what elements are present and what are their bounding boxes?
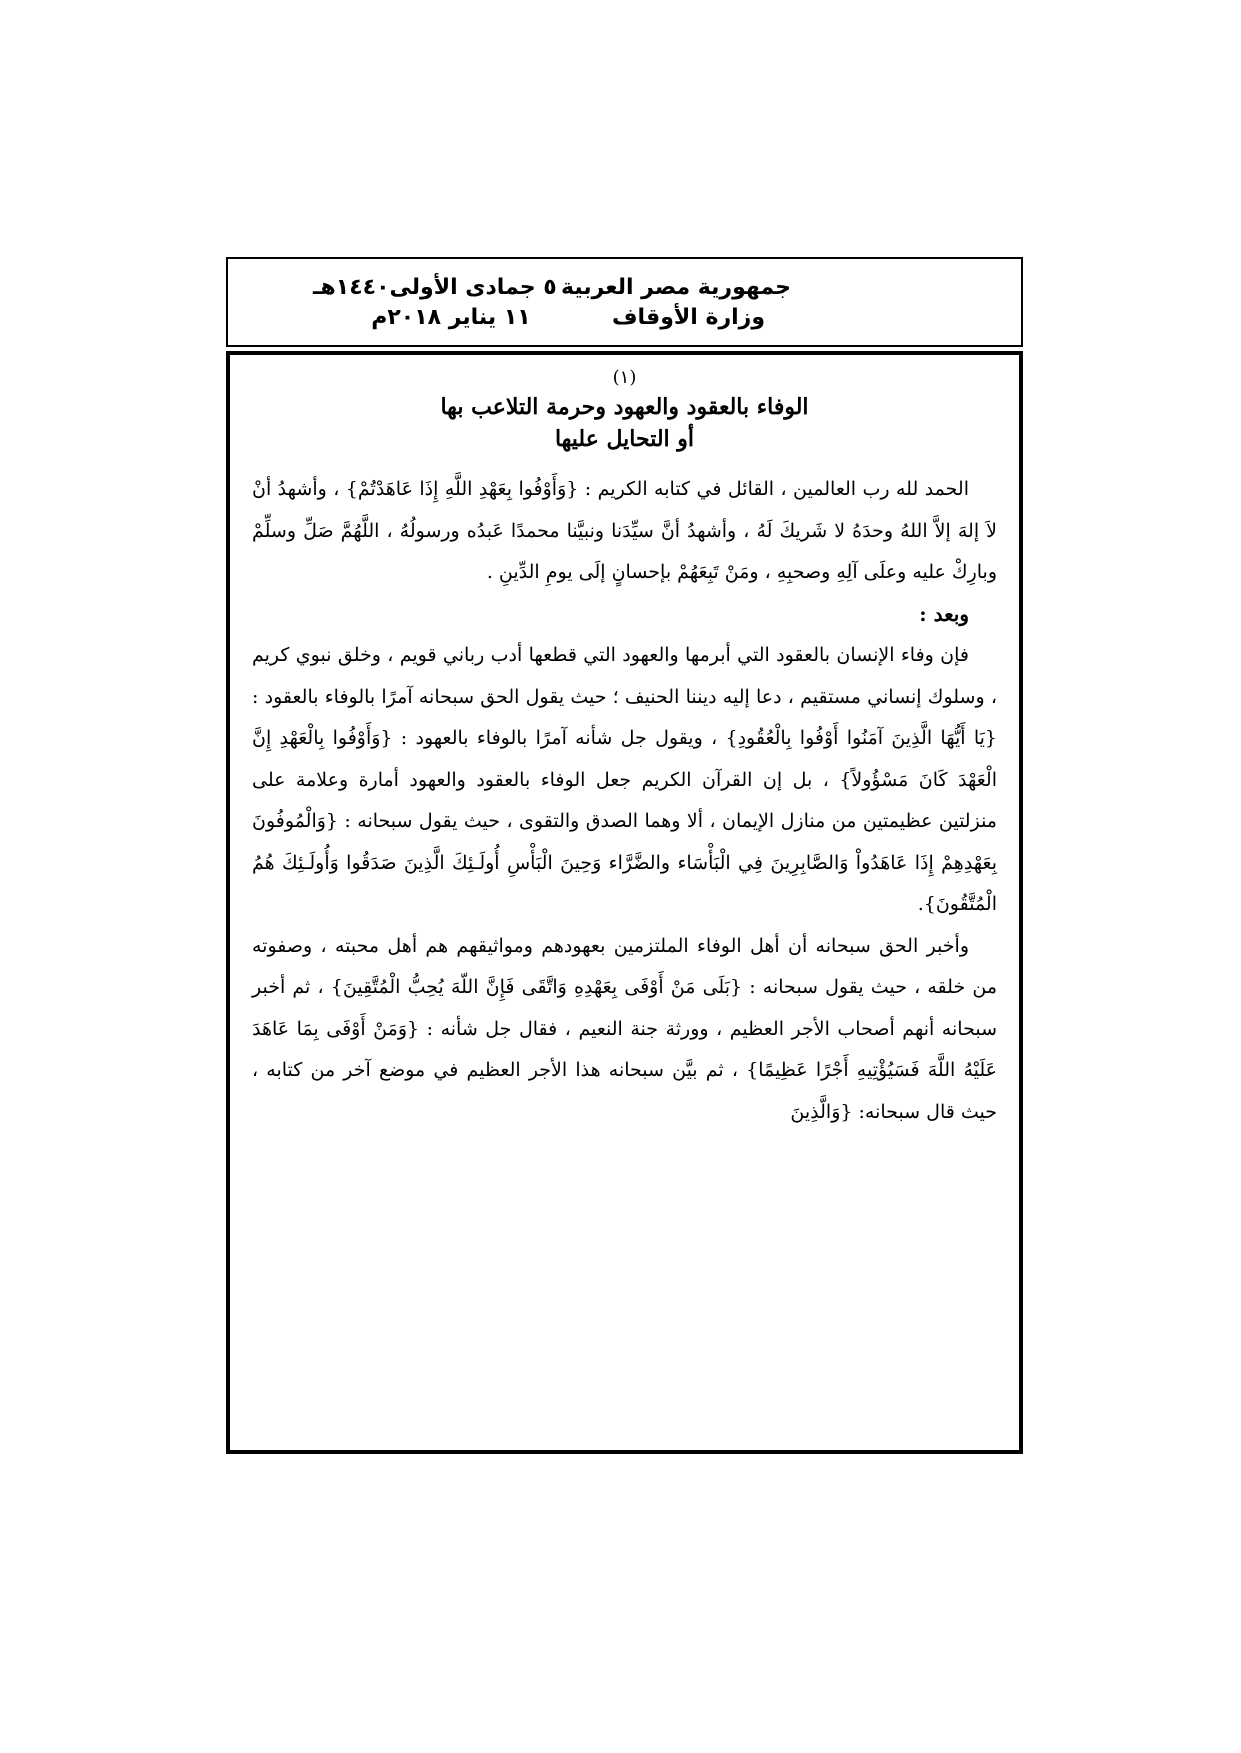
letterhead-box xyxy=(226,257,1023,347)
body-paragraph-2: وأخبر الحق سبحانه أن أهل الوفاء الملتزمين بعهودهم ومواثيقهم هم أهل محبته ، وصفوته من خلقه ، حيث يقول سبحانه : {بَلَى مَنْ أَوْفَى بِعَهْدِهِ وَاتَّقَى فَإِنَّ اللّهَ يُحِبُّ الْمُتَّقِينَ} ، ثم أخبر سبحانه أنهم أصحاب الأجر العظيم ، وورثة جنة النعيم ، فقال جل شأنه : {وَمَنْ أَوْفَى بِمَا عَاهَدَ عَلَيْهُ اللَّهَ فَسَيُؤْتِيهِ أَجْرًا عَظِيمًا} ، ثم بيَّن سبحانه هذا الأجر العظيم في موضع آخر من كتابه ، حيث قال سبحانه: {وَالَّذِينَ xyxy=(252,934,998,1123)
sermon-content xyxy=(252,365,997,1133)
body-paragraph-1: فإن وفاء الإنسان بالعقود التي أبرمها والعهود التي قطعها أدب رباني قويم ، وخلق نبوي كريم ، وسلوك إنساني مستقيم ، دعا إليه ديننا الحنيف ؛ حيث يقول الحق سبحانه آمرًا بالوفاء بالعقود : {يَا أَيُّهَا الَّذِينَ آمَنُوا أَوْفُوا بِالْعُقُودِ} ، ويقول جل شأنه آمرًا بالوفاء بالعهود : {وَأَوْفُوا بِالْعَهْدِ إِنَّ الْعَهْدَ كَانَ مَسْؤُولاً} ، بل إن القرآن الكريم جعل الوفاء بالعقود والعهود أمارة وعلامة على منزلتين عظيمتين من منازل الإيمان ، ألا وهما الصدق والتقوى ، حيث يقول سبحانه : {وَالْمُوفُونَ بِعَهْدِهِمْ إِذَا عَاهَدُواْ وَالصَّابِرِينَ فِي الْبَأْسَاء والضَّرَّاء وَحِينَ الْبَأْسِ أُولَـئِكَ الَّذِينَ صَدَقُوا وَأُولَـئِكَ هُمُ الْمُتَّقُونَ}. xyxy=(252,644,997,915)
sermon-title-line-1: الوفاء بالعقود والعهود وحرمة التلاعب بها xyxy=(440,394,809,420)
sermon-page xyxy=(226,351,1023,1454)
page-number: (١) xyxy=(612,367,637,388)
issuer-block xyxy=(561,273,791,333)
gregorian-date: ١١ يناير ٢٠١٨م xyxy=(371,305,531,330)
country-name: جمهورية مصر العربية xyxy=(561,275,791,300)
hijri-date: ٥ جمادى الأولى١٤٤٠هـ xyxy=(313,275,557,300)
date-block xyxy=(313,273,557,333)
wa-baad-heading: وبعد : xyxy=(919,601,969,626)
sermon-title-line-2: أو التحايل عليها xyxy=(554,426,695,452)
ministry-name: وزارة الأوقاف xyxy=(611,305,765,330)
opening-paragraph: الحمد لله رب العالمين ، القائل في كتابه الكريم : {وَأَوْفُوا بِعَهْدِ اللَّهِ إِذَا عَاهَدْتُمْ} ، وأشهدُ أنْ لاَ إلهَ إلاَّ اللهُ وحدَهُ لا شَريكَ لَهُ ، وأشهدُ أنَّ سيِّدَنا ونبيَّنا محمدًا عَبدُه ورسولُهُ ، اللَّهُمَّ صَلِّ وسلِّمْ وبارِكْ عليه وعلَى آلِهِ وصحبِهِ ، ومَنْ تَبِعَهُمْ بإحسانٍ إلَى يومِ الدِّينِ . xyxy=(252,478,997,583)
